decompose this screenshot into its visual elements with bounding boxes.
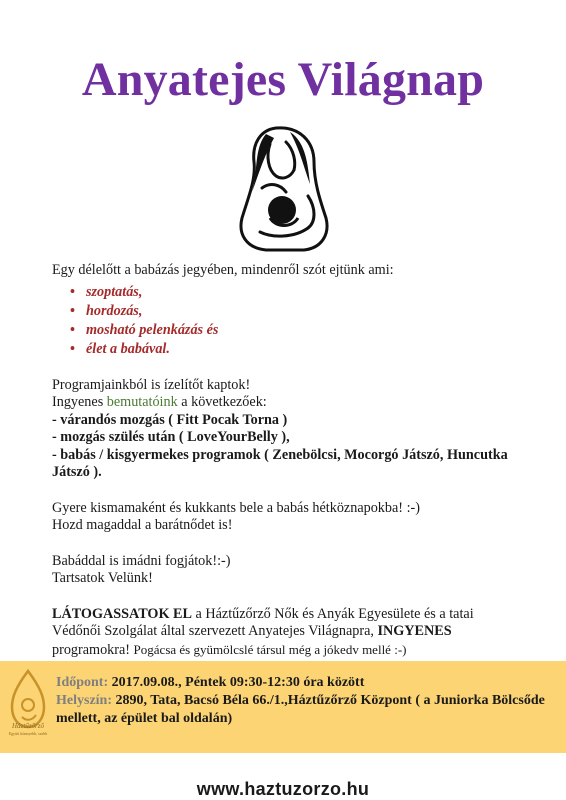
place-value: 2890, Tata, Bacsó Béla 66./1.,Háztűzőrző Központ ( a Juniorka Bölcsőde mellett, az épület bal oldalán) bbox=[56, 693, 545, 726]
program-item: - babás / kisgyermekes programok ( Zenebölcsi, Mocorgó Játszó, Huncutka Játszó ). bbox=[52, 446, 508, 480]
time-label: Időpont: bbox=[56, 675, 109, 690]
logo-tagline: Együtt könnyebb, szebb bbox=[8, 731, 48, 736]
topic-item: • hordozás, bbox=[70, 302, 522, 321]
event-time bbox=[56, 674, 556, 692]
program-following-text: a következőek: bbox=[177, 394, 267, 410]
invite-line: Gyere kismamaként és kukkants bele a babás hétköznapokba! :-) bbox=[52, 499, 420, 516]
program-item: - várandós mozgás ( Fitt Pocak Torna ) bbox=[52, 411, 288, 428]
logo-name: Háztűzőrző bbox=[12, 722, 44, 730]
place-label: Helyszín: bbox=[56, 693, 112, 708]
invite-line: Hozd magaddal a barátnődet is! bbox=[52, 517, 233, 533]
breastfeeding-mother-icon bbox=[236, 122, 332, 254]
free-emphasis: INGYENES bbox=[377, 623, 452, 639]
event-place bbox=[56, 692, 556, 728]
invite-section bbox=[52, 500, 522, 535]
visit-heading: LÁTOGASSATOK EL bbox=[52, 605, 192, 622]
topic-item: • szoptatás, bbox=[70, 283, 522, 302]
refreshments-note: Pogácsa és gyümölcslé társul még a jókedv mellé :-) bbox=[133, 641, 407, 657]
topic-list bbox=[52, 283, 522, 359]
topic-item: • élet a babával. bbox=[70, 340, 522, 359]
program-free-text: Ingyenes bbox=[52, 394, 107, 410]
visit-section bbox=[52, 606, 522, 660]
demos-link[interactable]: bemutatóink bbox=[106, 394, 178, 410]
topic-item: • mosható pelenkázás és bbox=[70, 321, 522, 340]
visit-paragraph bbox=[52, 606, 522, 660]
program-item: - mozgás szülés után ( LoveYourBelly ), bbox=[52, 429, 290, 445]
closing-line: Tartsatok Velünk! bbox=[52, 570, 153, 586]
time-value: 2017.09.08., Péntek 09:30-12:30 óra között bbox=[108, 675, 365, 690]
closing-section bbox=[52, 553, 522, 588]
visit-text: programokra! bbox=[52, 641, 134, 658]
program-free-line bbox=[52, 394, 522, 412]
website-link[interactable]: www.haztuzorzo.hu bbox=[196, 779, 370, 799]
program-intro: Programjainkból is ízelítőt kaptok! bbox=[52, 376, 251, 393]
event-info bbox=[56, 674, 556, 728]
visit-text: a Háztűzőrző Nők és Anyák Egyesülete és a tatai Védőnői Szolgálat által szervezett Anyatejes Világnapra, bbox=[52, 605, 474, 639]
page-title: Anyatejes Világnap bbox=[81, 53, 485, 106]
description bbox=[52, 262, 522, 659]
program-section bbox=[52, 377, 522, 482]
intro-text: Egy délelőtt a babázás jegyében, mindenről szót ejtünk ami: bbox=[52, 262, 394, 278]
closing-line: Babáddal is imádni fogjátok!:-) bbox=[52, 552, 231, 569]
